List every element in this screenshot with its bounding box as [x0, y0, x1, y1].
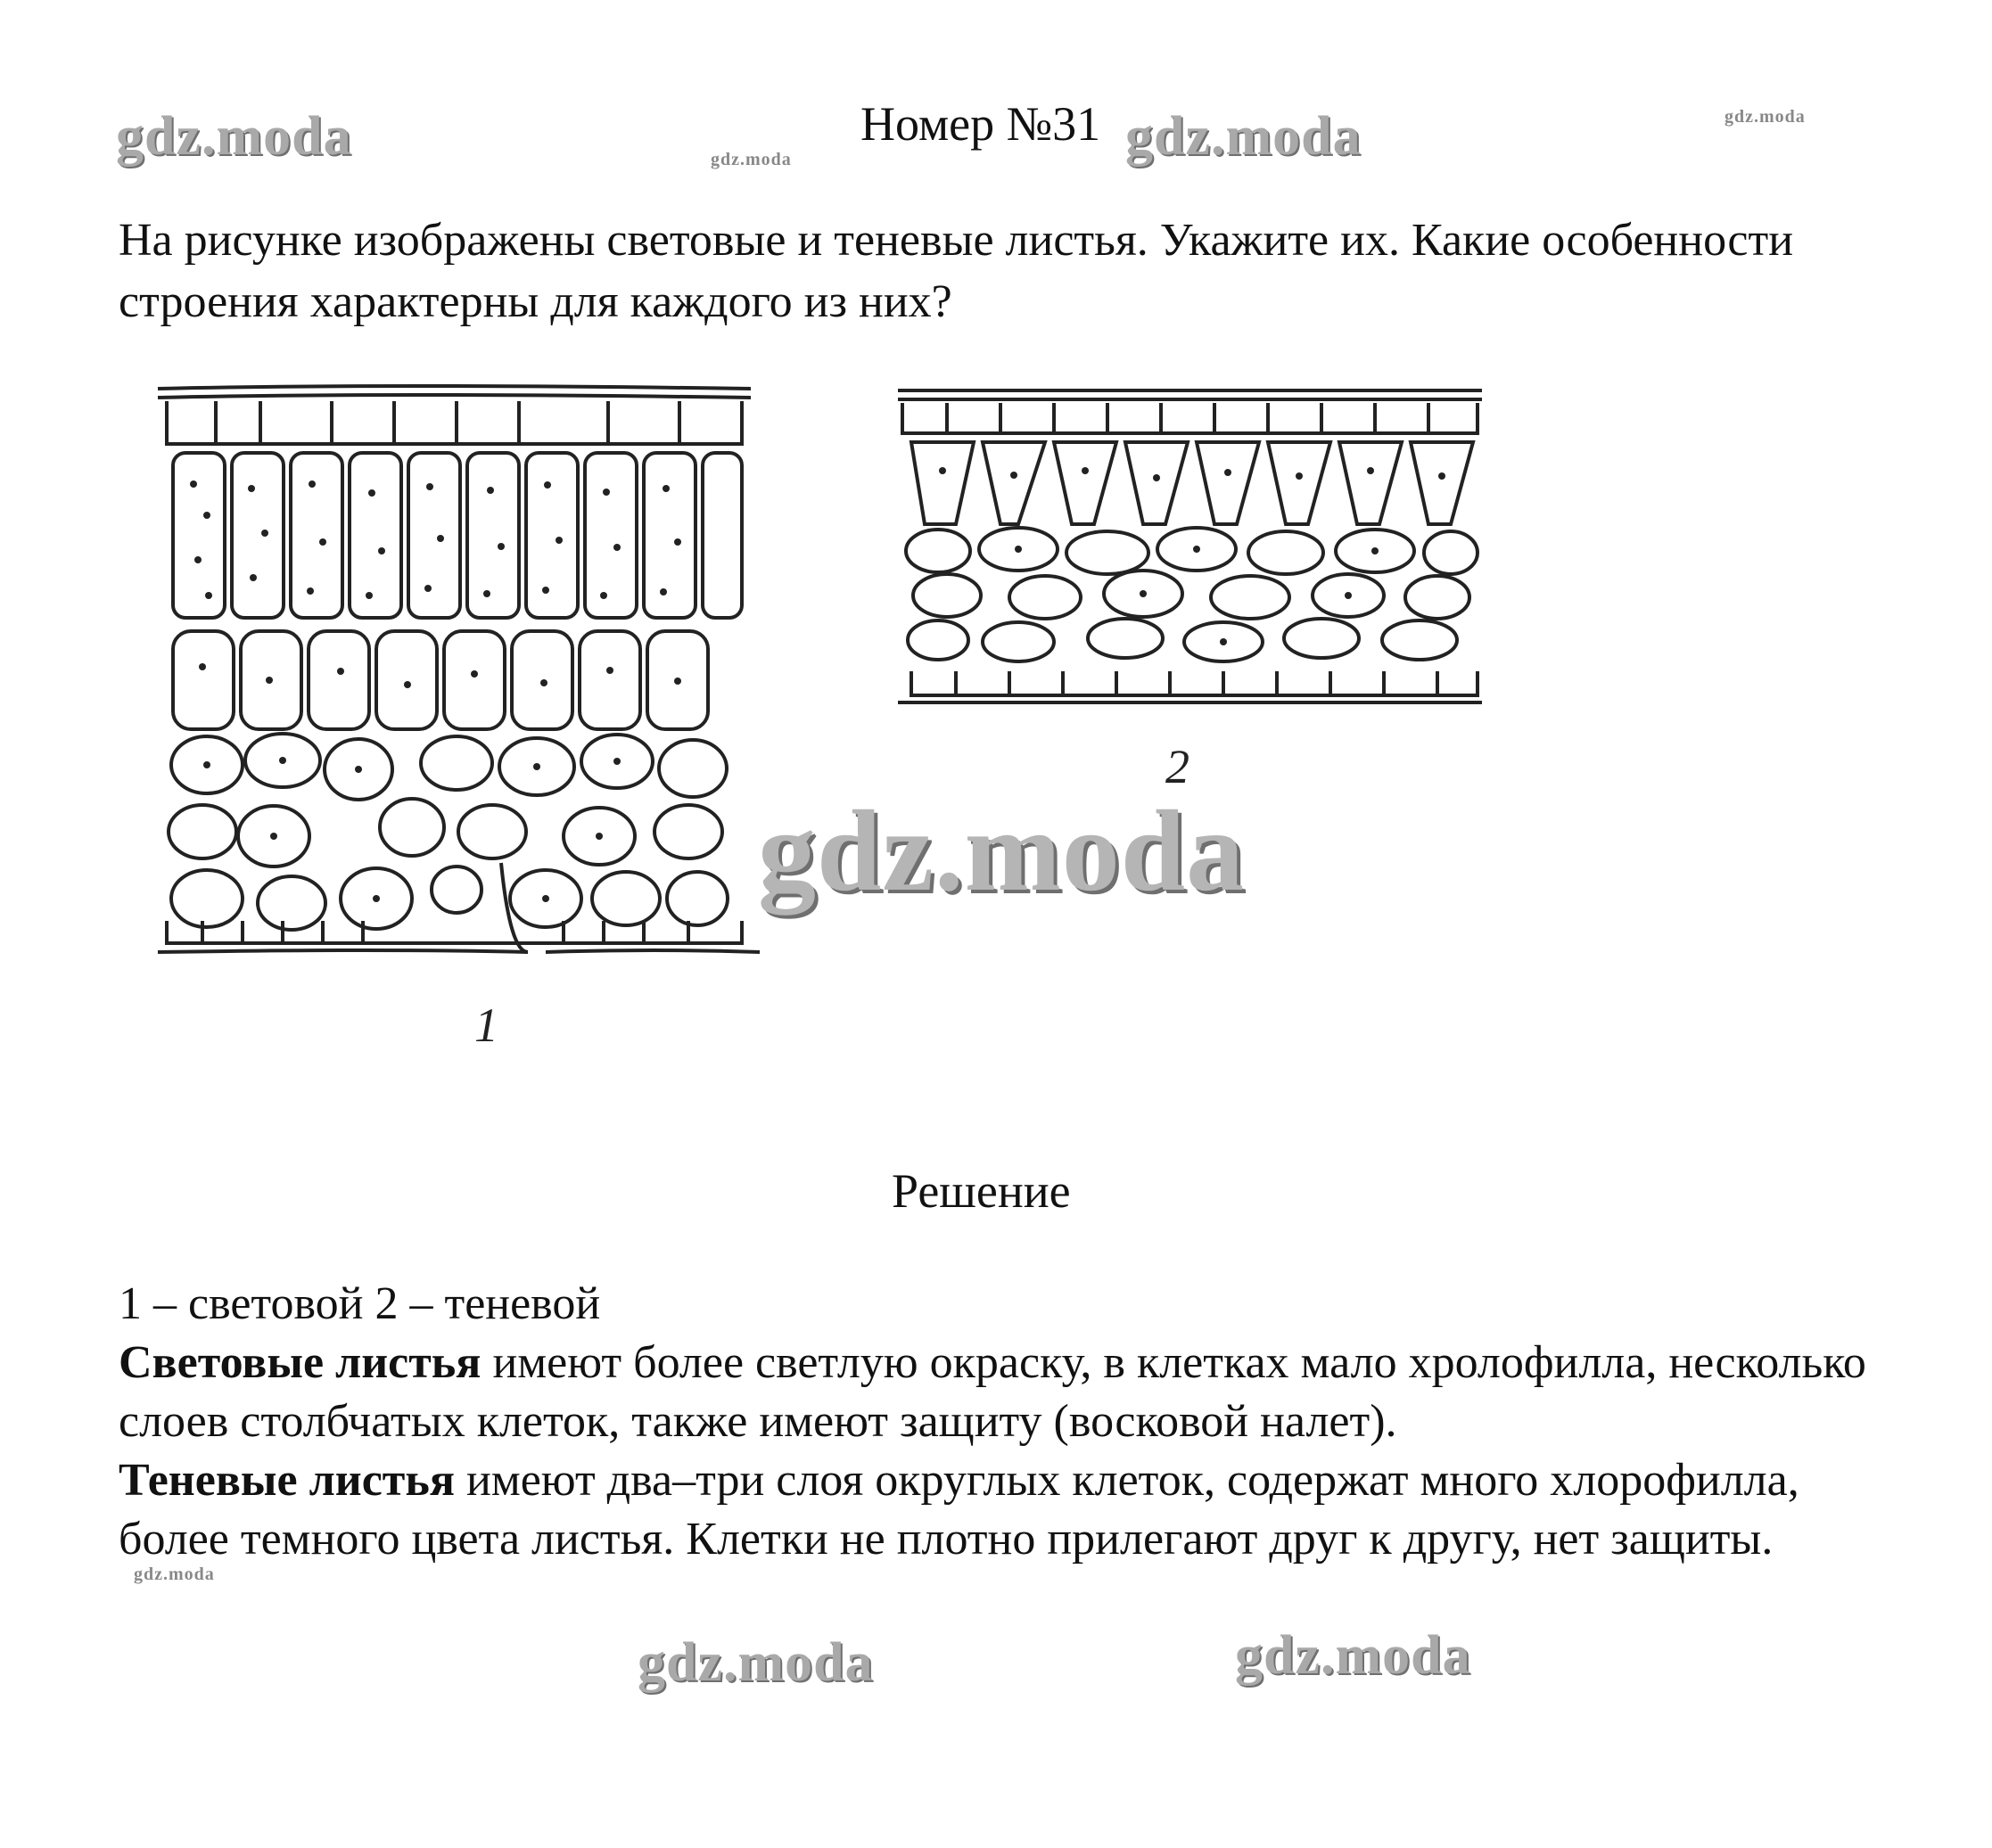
answer-line: 1 – световой 2 – теневой — [119, 1278, 601, 1329]
sun-leaf-heading: Световые листья — [119, 1337, 482, 1388]
solution-title: Решение — [892, 1164, 1071, 1218]
shade-leaf-section — [898, 390, 1482, 702]
figure-label-2: 2 — [1165, 740, 1189, 793]
leaf-cross-section-figure — [118, 328, 1518, 1111]
figure-label-1: 1 — [474, 998, 498, 1052]
watermark-bottom-right: gdz.moda — [1235, 1625, 1471, 1686]
shade-leaf-heading: Теневые листья — [119, 1455, 455, 1506]
sun-leaf-section — [158, 386, 760, 952]
watermark-top-left: gdz.moda — [116, 106, 352, 167]
shade-leaf-description: имеют два–три слоя округлых клеток, содержат много хлорофилла, более темного цвета листья. Клетки не плотно прилегают друг к другу, нет защиты. — [119, 1455, 1799, 1565]
watermark-figure-center: gdz.moda — [758, 787, 1246, 916]
shade-leaf-paragraph — [119, 1451, 1902, 1569]
watermark-top-center: gdz.moda — [1125, 106, 1362, 167]
watermark-small-top: gdz.moda — [711, 150, 792, 169]
watermark-small-top-right: gdz.moda — [1724, 107, 1806, 127]
watermark-bottom-center: gdz.moda — [638, 1632, 874, 1693]
solution-text — [119, 1275, 1902, 1569]
sun-leaf-description: имеют более светлую окраску, в клетках мало хролофилла, несколько слоев столбчатых клеток, также имеют защиту (восковой налет). — [119, 1337, 1866, 1447]
watermark-small-bottom-left: gdz.moda — [134, 1565, 215, 1584]
sun-leaf-paragraph — [119, 1334, 1902, 1451]
question-text: На рисунке изображены световые и теневые листья. Укажите их. Какие особенности строения характерны для каждого из них? — [119, 215, 1794, 327]
page-title: Номер №31 — [860, 97, 1101, 151]
